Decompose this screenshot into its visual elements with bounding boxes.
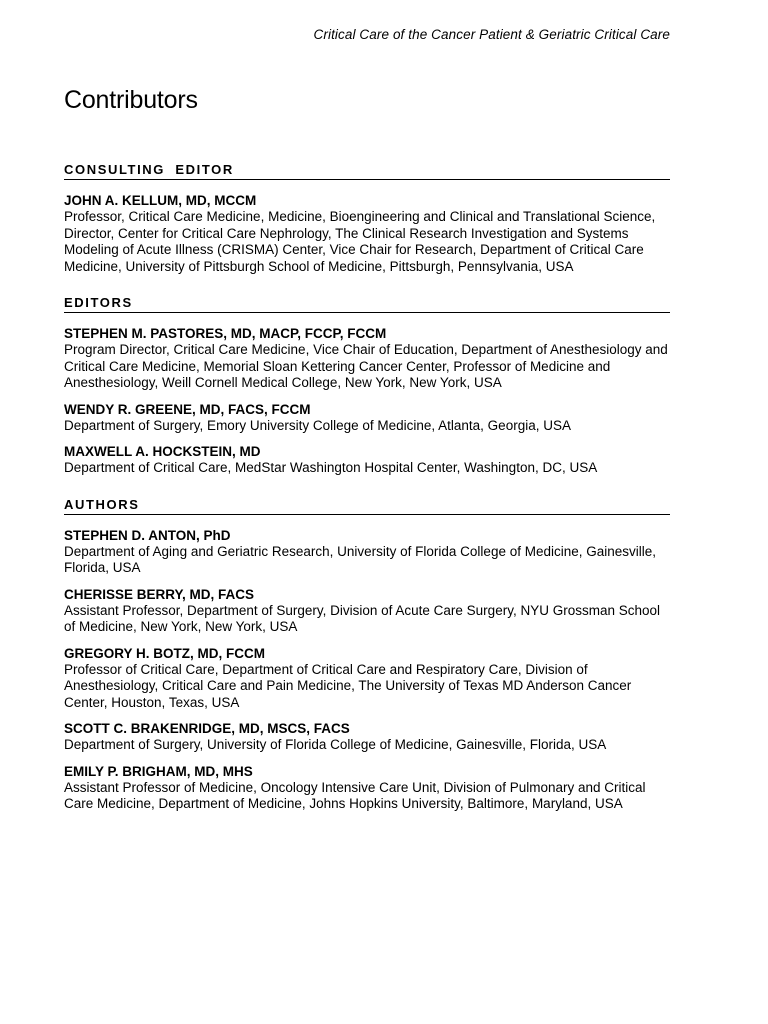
contributor-entry: [64, 528, 670, 577]
contributor-affiliation: Department of Aging and Geriatric Research, University of Florida College of Medicine, Gainesville, Florida, USA: [64, 543, 657, 575]
contributor-entry: [64, 646, 670, 712]
contributor-affiliation: Professor of Critical Care, Department of Critical Care and Respiratory Care, Division of Anesthesiology, Critical Care and Pain Medicine, The University of Texas MD Anderson Cancer Center, Houston, Texas, USA: [64, 661, 632, 710]
contributor-entry: [64, 444, 670, 477]
contributor-name: STEPHEN D. ANTON, PhD: [64, 527, 231, 543]
contributor-affiliation: Department of Critical Care, MedStar Washington Hospital Center, Washington, DC, USA: [64, 460, 598, 475]
running-header: Critical Care of the Cancer Patient & Geriatric Critical Care: [313, 27, 670, 42]
contributor-affiliation: Assistant Professor of Medicine, Oncology Intensive Care Unit, Division of Pulmonary and Critical Care Medicine, Department of Medicine, Johns Hopkins University, Baltimore, Maryland, USA: [64, 779, 646, 811]
contributor-entry: [64, 721, 670, 754]
contributor-name: WENDY R. GREENE, MD, FACS, FCCM: [64, 401, 311, 417]
contributor-name: SCOTT C. BRAKENRIDGE, MD, MSCS, FACS: [64, 721, 350, 736]
contributor-entry: [64, 326, 670, 392]
contributor-affiliation: Program Director, Critical Care Medicine, Vice Chair of Education, Department of Anesthesiology and Critical Care Medicine, Memorial Sloan Kettering Cancer Center, Professor of Medicine and Anesthesiology, Weill Cornell Medical College, New York, New York, USA: [64, 342, 668, 390]
contributor-name: MAXWELL A. HOCKSTEIN, MD: [64, 444, 261, 459]
contributor-entry: [64, 764, 670, 813]
section-authors: [64, 497, 670, 813]
section-consulting-editor: [64, 162, 670, 275]
contributor-affiliation: Department of Surgery, Emory University College of Medicine, Atlanta, Georgia, USA: [64, 417, 571, 433]
contributor-affiliation: Department of Surgery, University of Florida College of Medicine, Gainesville, Florida, USA: [64, 737, 607, 752]
contributor-name: CHERISSE BERRY, MD, FACS: [64, 586, 255, 602]
section-heading: AUTHORS: [64, 497, 670, 515]
contributor-name: GREGORY H. BOTZ, MD, FCCM: [64, 645, 265, 661]
contributor-name: STEPHEN M. PASTORES, MD, MACP, FCCP, FCCM: [64, 326, 387, 341]
contributor-entry: [64, 402, 670, 435]
section-heading: EDITORS: [64, 295, 670, 313]
page-title: Contributors: [64, 86, 198, 114]
contributor-name: JOHN A. KELLUM, MD, MCCM: [64, 193, 257, 208]
contributor-affiliation: Professor, Critical Care Medicine, Medicine, Bioengineering and Clinical and Translational Science, Director, Center for Critical Care Nephrology, The Clinical Research Investigation and Systems Modeling of Acute Illness (CRISMA) Center, Vice Chair for Research, Department of Critical Care Medicine, University of Pittsburgh School of Medicine, Pittsburgh, Pennsylvania, USA: [64, 209, 656, 274]
section-editors: [64, 295, 670, 477]
contributor-affiliation: Assistant Professor, Department of Surgery, Division of Acute Care Surgery, NYU Grossman School of Medicine, New York, New York, USA: [64, 602, 660, 634]
contributor-entry: [64, 193, 670, 275]
contributor-name: EMILY P. BRIGHAM, MD, MHS: [64, 763, 253, 779]
contributor-entry: [64, 587, 670, 636]
contributor-sections: [64, 162, 670, 833]
section-heading: CONSULTING EDITOR: [64, 162, 670, 180]
